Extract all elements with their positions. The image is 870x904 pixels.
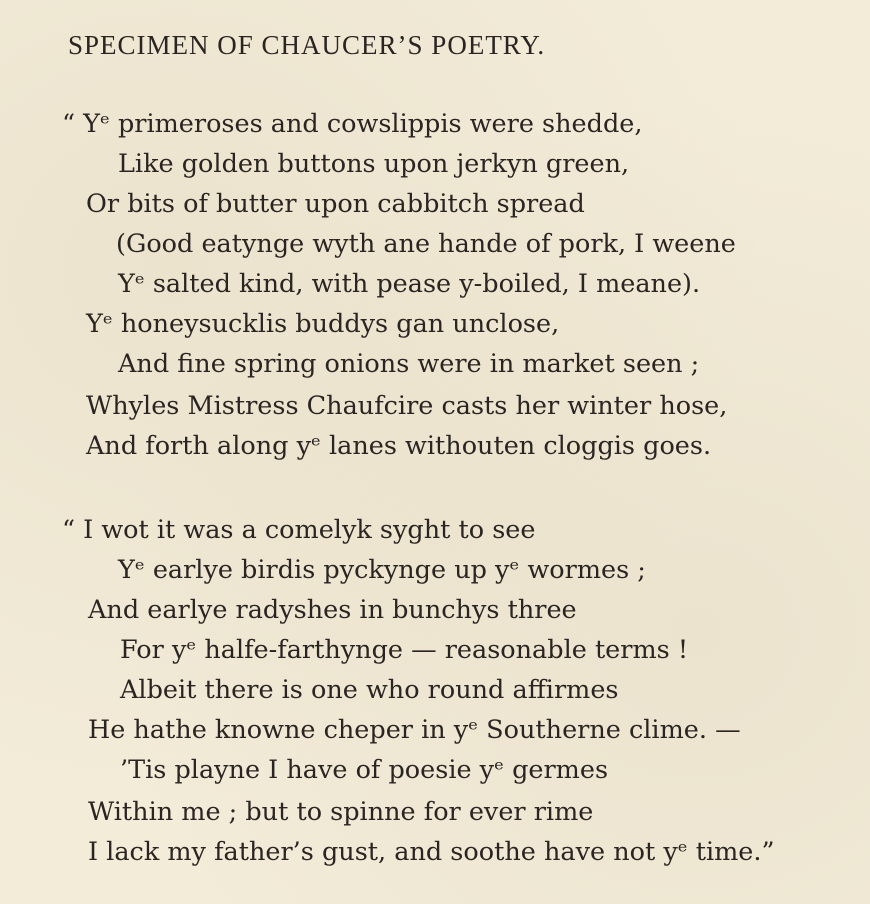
poem-line: Like golden buttons upon jerkyn green, [118,149,630,179]
poem-line: I lack my father’s gust, and soothe have not yᵉ time.” [88,837,775,867]
poem-line: “ Yᵉ primeroses and cowslippis were shedde, [62,109,643,139]
poem-line: Albeit there is one who round affirmes [120,675,619,705]
poem-line: Yᵉ earlye birdis pyckynge up yᵉ wormes ; [118,555,646,585]
poem-line: And forth along yᵉ lanes withouten cloggis goes. [86,431,712,461]
poem-line: (Good eatynge wyth ane hande of pork, I weene [116,229,736,259]
poem-line: Yᵉ salted kind, with pease y-boiled, I meane). [118,269,701,299]
poem-line: Whyles Mistress Chaufcire casts her winter hose, [86,391,728,421]
poem-line: Yᵉ honeysucklis buddys gan unclose, [86,309,560,339]
page-title: SPECIMEN OF CHAUCER’S POETRY. [68,30,546,60]
poem-line: And earlye radyshes in bunchys three [88,595,577,625]
poem-line: And fine spring onions were in market seen ; [118,349,700,379]
poem-line: ’Tis playne I have of poesie yᵉ germes [120,755,609,785]
poem-line: He hathe knowne cheper in yᵉ Southerne clime. — [88,715,741,745]
poem-line: “ I wot it was a comelyk syght to see [62,515,536,545]
poem-line: For yᵉ halfe-farthynge — reasonable terms ! [120,635,689,665]
poem-line: Within me ; but to spinne for ever rime [88,797,594,827]
poem-line: Or bits of butter upon cabbitch spread [86,189,585,219]
